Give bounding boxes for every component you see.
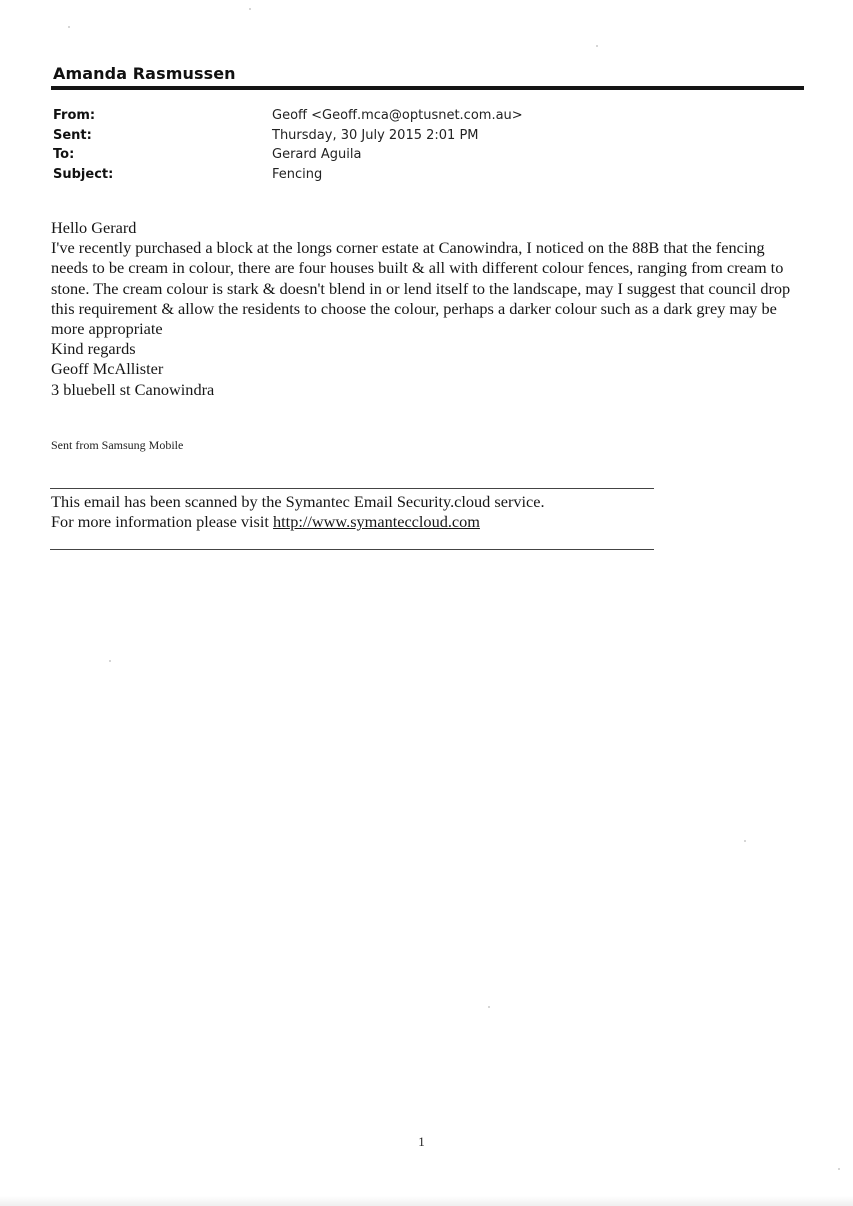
scan-bottom-edge <box>0 1196 853 1206</box>
from-value: Geoff <Geoff.mca@optusnet.com.au> <box>272 108 523 123</box>
mobile-signature: Sent from Samsung Mobile <box>51 438 184 452</box>
scan-speck <box>68 26 70 28</box>
page-number: 1 <box>418 1134 425 1149</box>
scan-notice-line2 <box>51 512 545 532</box>
header-row-sent <box>53 126 523 146</box>
scan-speck <box>109 660 111 662</box>
subject-value: Fencing <box>272 166 323 182</box>
scan-speck <box>838 1168 840 1170</box>
scan-speck <box>744 840 746 842</box>
header-row-subject <box>53 165 523 185</box>
header-divider <box>51 86 804 90</box>
greeting: Hello Gerard <box>51 218 137 237</box>
scan-notice-line1: This email has been scanned by the Symantec Email Security.cloud service. <box>51 492 545 511</box>
scan-speck <box>488 1006 490 1008</box>
scan-notice-bottom-rule <box>50 549 654 550</box>
subject-label: Subject: <box>53 166 114 182</box>
header-row-from <box>53 106 523 126</box>
sent-label: Sent: <box>53 127 92 143</box>
symantec-link[interactable]: http://www.symanteccloud.com <box>273 512 480 531</box>
closing: Kind regards <box>51 339 136 359</box>
email-headers <box>53 106 523 184</box>
scan-notice <box>51 492 545 532</box>
to-value: Gerard Aguila <box>272 147 362 162</box>
sender-address: 3 bluebell st Canowindra <box>51 379 215 399</box>
header-row-to <box>53 145 523 165</box>
from-label: From: <box>53 108 96 123</box>
sent-value: Thursday, 30 July 2015 2:01 PM <box>272 127 479 143</box>
sender-name: Geoff McAllister <box>51 359 164 379</box>
to-label: To: <box>53 147 75 162</box>
scan-notice-prefix: For more information please visit <box>51 512 274 531</box>
mailbox-owner-name: Amanda Rasmussen <box>53 64 236 83</box>
scan-speck <box>249 8 251 10</box>
scan-notice-top-rule <box>50 488 654 489</box>
email-body <box>51 218 791 400</box>
body-paragraph: I've recently purchased a block at the longs corner estate at Canowindra, I noticed on the 88B that the fencing needs to be cream in colour, there are four houses built & all with different colour fences, ranging from cream to stone. The cream colour is stark & doesn't blend in or lend itself to the landscape, may I suggest that council drop this requirement & allow the residents to choose the colour, perhaps a darker colour such as a dark grey may be more appropriate <box>51 238 791 339</box>
scan-speck <box>596 45 598 47</box>
